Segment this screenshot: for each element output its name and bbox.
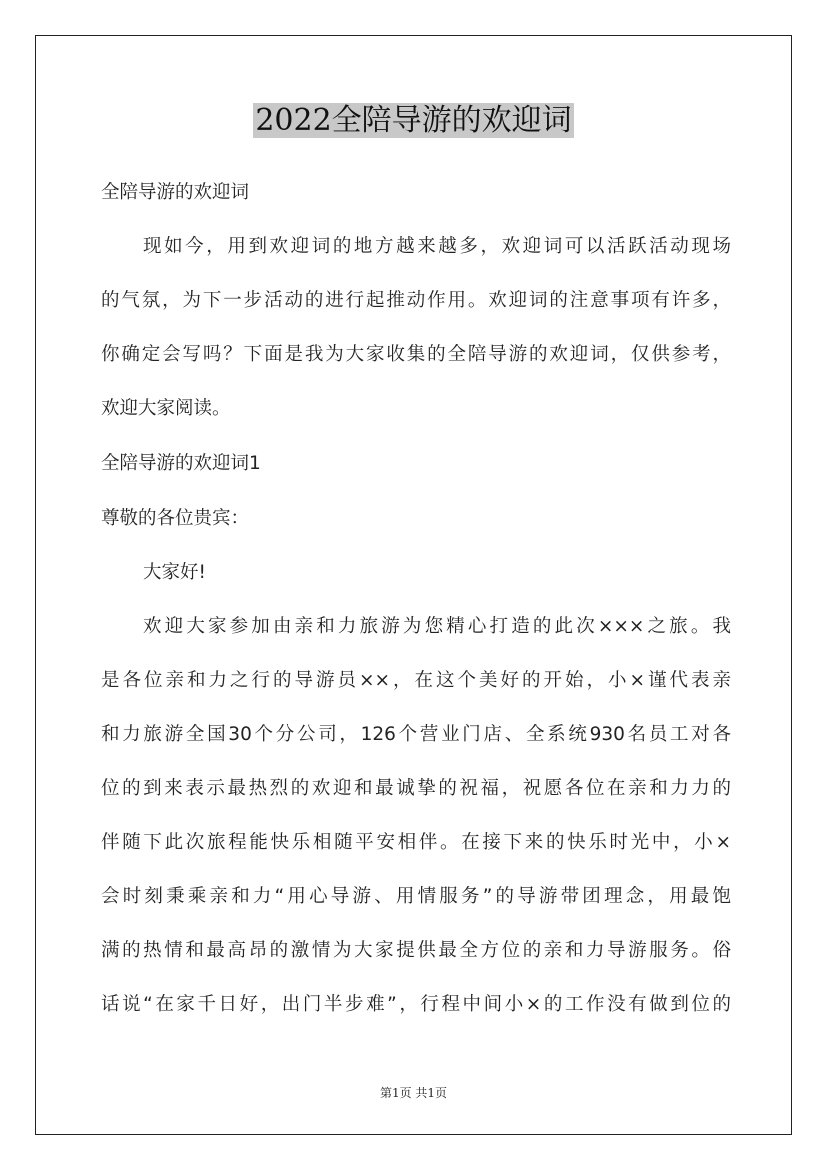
intro-line: 现如今，用到欢迎词的地方越来越多，欢迎词可以活跃活动现场 — [143, 236, 731, 257]
body-line: 位的到来表示最热烈的欢迎和最诚挚的祝福，祝愿各位在亲和力力的 — [101, 778, 731, 799]
intro-line: 的气氛，为下一步活动的进行起推动作用。欢迎词的注意事项有许多， — [101, 290, 731, 311]
intro-line: 你确定会写吗？下面是我为大家收集的全陪导游的欢迎词，仅供参考， — [101, 344, 731, 365]
salutation: 尊敬的各位贵宾： — [101, 508, 250, 529]
body-line: 和力旅游全国30个分公司，126个营业门店、全系统930名员工对各 — [101, 724, 731, 745]
body-line: 满的热情和最高昂的激情为大家提供最全方位的亲和力导游服务。俗 — [101, 940, 731, 961]
greeting: 大家好! — [143, 562, 206, 583]
document-subtitle: 全陪导游的欢迎词 — [101, 182, 250, 203]
body-line: 欢迎大家参加由亲和力旅游为您精心打造的此次×××之旅。我 — [143, 616, 731, 637]
body-line: 话说“在家千日好，出门半步难”，行程中间小×的工作没有做到位的 — [101, 994, 731, 1015]
body-line: 是各位亲和力之行的导游员××，在这个美好的开始，小×谨代表亲 — [101, 670, 731, 691]
body-line: 伴随下此次旅程能快乐相随平安相伴。在接下来的快乐时光中，小× — [101, 832, 731, 853]
section-heading: 全陪导游的欢迎词1 — [101, 453, 261, 474]
page-footer: 第1页 共1页 — [379, 1086, 448, 1100]
body-line: 会时刻秉乘亲和力“用心导游、用情服务”的导游带团理念，用最饱 — [101, 886, 731, 907]
document-title: 2022全陪导游的欢迎词 — [255, 103, 572, 138]
intro-line: 欢迎大家阅读。 — [101, 398, 231, 419]
